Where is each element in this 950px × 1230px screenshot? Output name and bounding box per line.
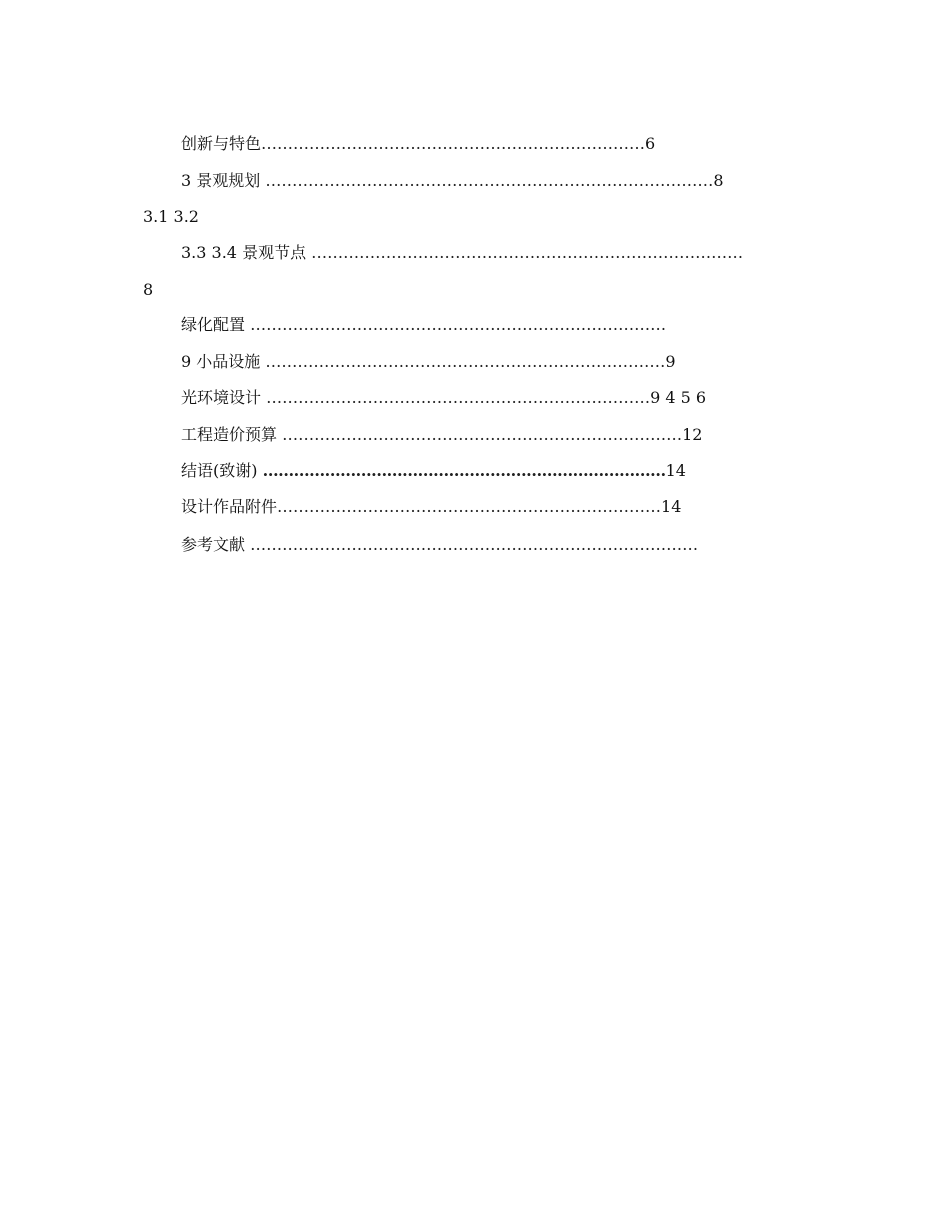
toc-entry xyxy=(181,388,706,408)
toc-entry-label: 绿化配置 xyxy=(181,315,251,334)
toc-leader-dots: ………………………………………………………………… xyxy=(265,352,666,371)
toc-leader-dots: ……………………………………………………………………… xyxy=(311,243,744,262)
toc-entry xyxy=(181,497,681,517)
toc-page-number: 12 xyxy=(682,425,703,444)
toc-entry-label: 3 景观规划 xyxy=(181,171,266,190)
toc-entry xyxy=(181,315,666,335)
toc-leader-dots: ……………………………………………………………… xyxy=(266,388,651,407)
toc-entry-label: 设计作品附件 xyxy=(181,497,278,516)
toc-leader-dots: ……………………………………………………………… xyxy=(277,497,662,516)
toc-entry-label: 参考文献 xyxy=(181,535,251,554)
toc-page-number: 14 xyxy=(661,497,682,516)
toc-leader-dots: …………………………………………………………………… xyxy=(250,315,667,334)
toc-entry-label: 3.3 3.4 景观节点 xyxy=(181,243,312,262)
toc-page-number: 9 4 5 6 xyxy=(650,388,707,407)
toc-entry xyxy=(181,134,655,154)
toc-entry xyxy=(181,352,676,372)
toc-leader-dots: ………………………………………………………………… xyxy=(282,425,683,444)
toc-entry-label: 光环境设计 xyxy=(181,388,267,407)
toc-entry xyxy=(143,280,153,300)
toc-entry xyxy=(181,425,702,445)
toc-entry-label: 8 xyxy=(143,280,154,299)
toc-entry-label: 9 小品设施 xyxy=(181,352,266,371)
toc-entry xyxy=(181,461,686,481)
toc-entry-label: 结语(致谢) xyxy=(181,461,263,480)
toc-leader-dots: ……………………………………………………………… xyxy=(261,134,646,153)
toc-page-number: 9 xyxy=(665,352,676,371)
toc-leader-dots: ………………………………………………………………………… xyxy=(265,171,714,190)
toc-entry-label: 3.1 3.2 xyxy=(143,207,199,226)
toc-leader-dots: ………………………………………………………………………… xyxy=(250,535,699,554)
toc-entry-label: 创新与特色 xyxy=(181,134,262,153)
toc-page-number: 8 xyxy=(713,171,724,190)
toc-entry-label: 工程造价预算 xyxy=(181,425,283,444)
toc-entry xyxy=(181,535,698,555)
toc-entry xyxy=(181,243,743,263)
toc-entry xyxy=(181,171,724,191)
toc-page-number: 14 xyxy=(665,461,686,480)
toc-page-number: 6 xyxy=(645,134,656,153)
toc-entry xyxy=(143,207,199,227)
toc-leader-dots: …………………………………………………………………… xyxy=(262,461,666,480)
